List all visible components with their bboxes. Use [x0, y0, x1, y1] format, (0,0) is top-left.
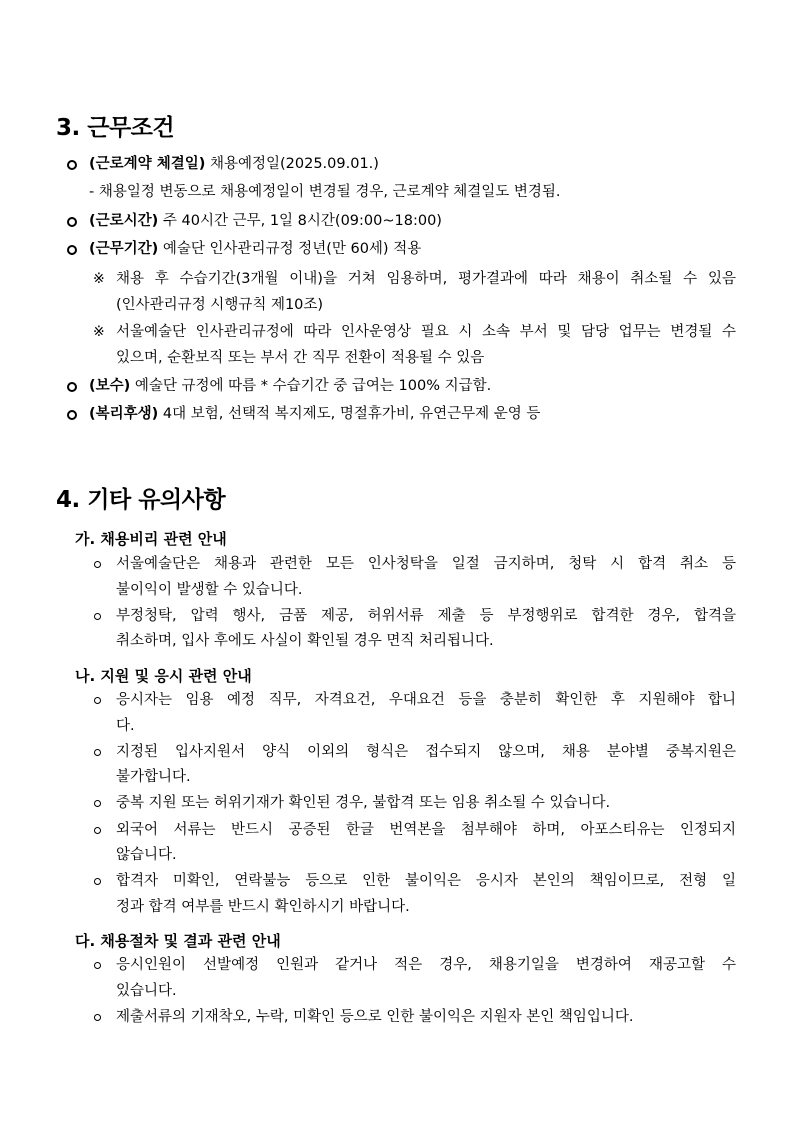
- condition-label: (근무기간): [89, 241, 159, 257]
- reference-mark: ※: [93, 324, 105, 340]
- notice-line: 부정청탁, 압력 행사, 금품 제공, 허위서류 제출 등 부정행위로 합격한 경우, 합격을: [116, 608, 736, 624]
- bullet-circle-icon: [94, 878, 101, 885]
- condition-text: 채용예정일(2025.09.01.): [205, 156, 379, 172]
- condition-item: [89, 154, 379, 174]
- note-line: 채용 후 수습기간(3개월 이내)을 거쳐 임용하며, 평가결과에 따라 채용이 취소될 수 있음: [116, 271, 736, 287]
- condition-item: [89, 211, 442, 231]
- note-line: 서울예술단 인사관리규정에 따라 인사운영상 필요 시 소속 부서 및 담당 업무는 변경될 수: [116, 324, 736, 340]
- condition-item: [89, 239, 421, 259]
- condition-text: 예술단 인사관리규정 정년(만 60세) 적용: [158, 241, 422, 257]
- condition-label: (근로계약 체결일): [89, 156, 206, 172]
- notice-line: 합격자 미확인, 연락불능 등으로 인한 불이익은 응시자 본인의 책임이므로, 전형 일: [116, 873, 736, 889]
- notice-line: 불가합니다.: [116, 769, 191, 785]
- section-4-title: 4. 기타 유의사항: [56, 487, 226, 513]
- bullet-circle-icon: [94, 827, 101, 834]
- condition-label: (보수): [89, 378, 131, 394]
- bullet-circle-icon: [67, 245, 77, 255]
- bullet-circle-icon: [94, 697, 101, 704]
- bullet-circle-icon: [94, 962, 101, 969]
- bullet-circle-icon: [67, 382, 77, 392]
- notice-line: 제출서류의 기재착오, 누락, 미확인 등으로 인한 불이익은 지원자 본인 책임입니다.: [116, 1009, 634, 1025]
- bullet-circle-icon: [67, 410, 77, 420]
- condition-item: [89, 404, 540, 424]
- reference-mark: ※: [93, 271, 105, 287]
- section-3-title: 3. 근무조건: [56, 115, 175, 141]
- subsection-title: 나. 지원 및 응시 관련 안내: [75, 667, 252, 685]
- notice-line: 응시인원이 선발예정 인원과 같거나 적은 경우, 채용기일을 변경하여 재공고할 수: [116, 957, 736, 973]
- bullet-circle-icon: [94, 1014, 101, 1021]
- condition-text: 예술단 규정에 따름 * 수습기간 중 급여는 100% 지급함.: [130, 378, 492, 394]
- notice-line: 지정된 입사지원서 양식 이외의 형식은 접수되지 않으며, 채용 분야별 중복지원은: [116, 744, 736, 760]
- condition-label: (근로시간): [89, 213, 159, 229]
- bullet-circle-icon: [67, 160, 77, 170]
- bullet-circle-icon: [94, 561, 101, 568]
- condition-item: [89, 376, 491, 396]
- bullet-circle-icon: [94, 800, 101, 807]
- notice-line: 정과 합격 여부를 반드시 확인하시기 바랍니다.: [116, 899, 410, 915]
- notice-line: 외국어 서류는 반드시 공증된 한글 번역본을 첨부해야 하며, 아포스티유는 인정되지: [116, 822, 736, 838]
- bullet-circle-icon: [94, 613, 101, 620]
- bullet-circle-icon: [94, 749, 101, 756]
- condition-text: 주 40시간 근무, 1일 8시간(09:00~18:00): [158, 213, 442, 229]
- notice-line: 서울예술단은 채용과 관련한 모든 인사청탁을 일절 금지하며, 청탁 시 합격 취소 등: [116, 556, 736, 572]
- notice-line: 불이익이 발생할 수 있습니다.: [116, 582, 303, 598]
- notice-line: 중복 지원 또는 허위기재가 확인된 경우, 불합격 또는 임용 취소될 수 있습니다.: [116, 795, 611, 811]
- note-line: (인사관리규정 시행규칙 제10조): [116, 297, 324, 313]
- notice-line: 않습니다.: [116, 847, 177, 863]
- subsection-title: 다. 채용절차 및 결과 관련 안내: [75, 932, 281, 950]
- condition-sub-note: - 채용일정 변동으로 채용예정일이 변경될 경우, 근로계약 체결일도 변경됨.: [89, 184, 561, 200]
- note-line: 있으며, 순환보직 또는 부서 간 직무 전환이 적용될 수 있음: [116, 350, 485, 366]
- notice-line: 취소하며, 입사 후에도 사실이 확인될 경우 면직 처리됩니다.: [116, 633, 494, 649]
- notice-line: 다.: [116, 718, 135, 734]
- subsection-title: 가. 채용비리 관련 안내: [75, 530, 227, 548]
- condition-label: (복리후생): [89, 406, 159, 422]
- condition-text: 4대 보험, 선택적 복지제도, 명절휴가비, 유연근무제 운영 등: [158, 406, 541, 422]
- notice-line: 있습니다.: [116, 983, 177, 999]
- bullet-circle-icon: [67, 217, 77, 227]
- notice-line: 응시자는 임용 예정 직무, 자격요건, 우대요건 등을 충분히 확인한 후 지원해야 합니: [116, 692, 736, 708]
